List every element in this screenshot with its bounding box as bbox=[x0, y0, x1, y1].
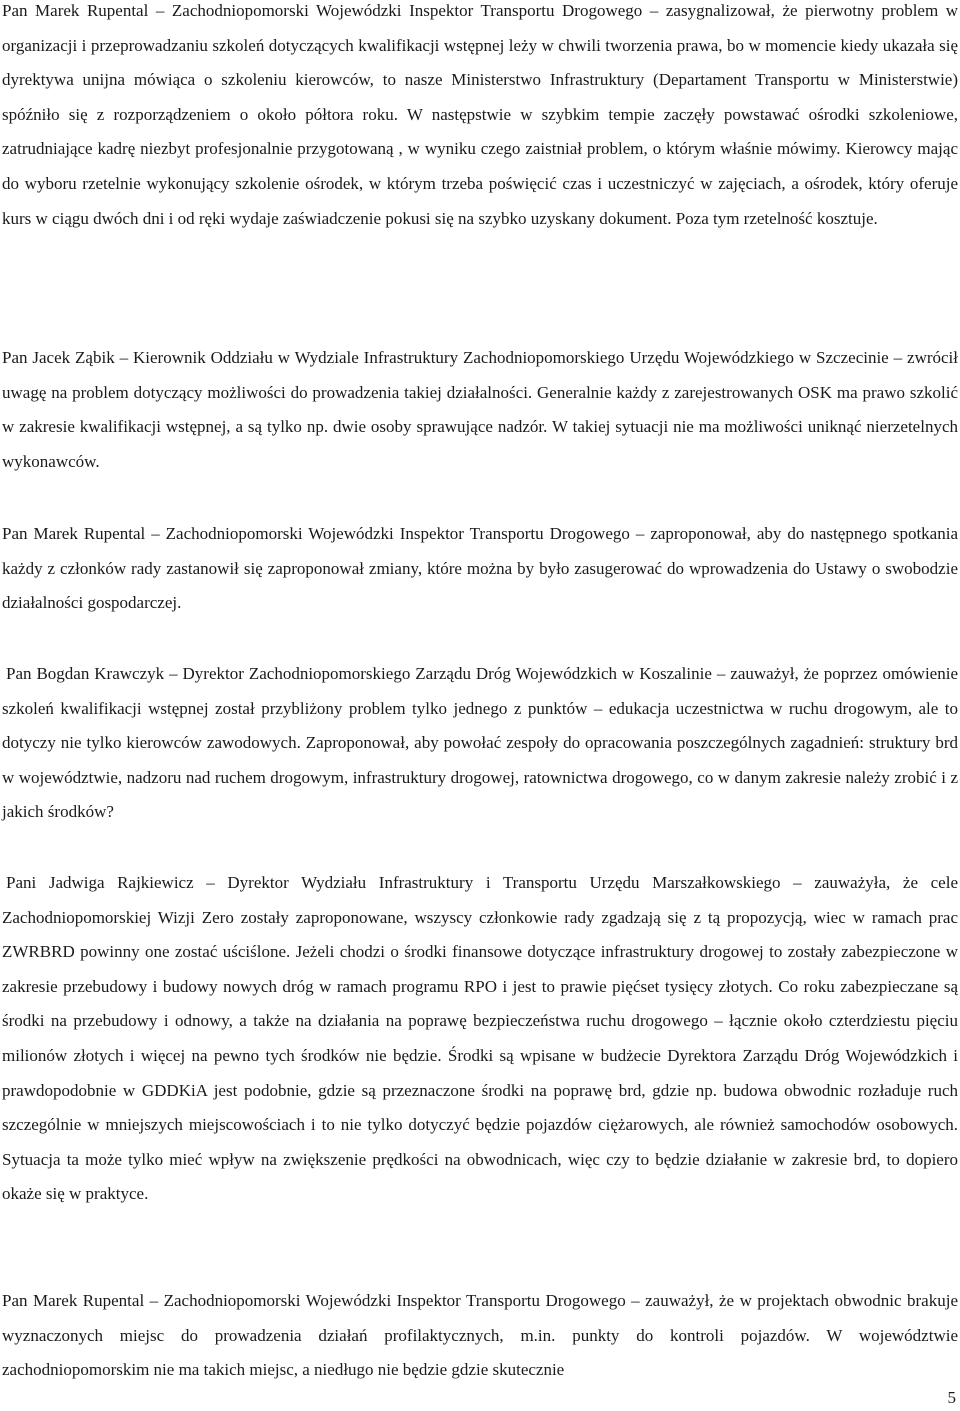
paragraph-rupental-2: Pan Marek Rupental – Zachodniopomorski Wojewódzki Inspektor Transportu Drogowego – zaproponował, aby do następnego spotkania każdy z członków rady zastanowił się zaproponował zmiany, które można by było zasugerować do wprowadzenia do Ustawy o swobodzie działalności gospodarczej. bbox=[2, 524, 958, 613]
paragraph-rupental-1: Pan Marek Rupental – Zachodniopomorski Wojewódzki Inspektor Transportu Drogowego – zasygnalizował, że pierwotny problem w organizacji i przeprowadzaniu szkoleń dotyczących kwalifikacji wstępnej leży w chwili tworzenia prawa, bo w momencie kiedy ukazała się dyrektywa unijna mówiąca o szkoleniu kierowców, to nasze Ministerstwo Infrastruktury (Departament Transportu w Ministerstwie) spóźniło się z rozporządzeniem o około półtora roku. W następstwie w szybkim tempie zaczęły powstawać ośrodki szkoleniowe, zatrudniające kadrę niezbyt profesjonalnie przygotowaną , w wyniku czego zaistniał problem, o którym właśnie mówimy. Kierowcy mając do wyboru rzetelnie wykonujący szkolenie ośrodek, w którym trzeba poświęcić czas i uczestniczyć w zajęciach, a ośrodek, który oferuje kurs w ciągu dwóch dni i od ręki wydaje zaświadczenie pokusi się na szybko uzyskany dokument. Poza tym rzetelność kosztuje. bbox=[2, 1, 958, 228]
paragraph-zabik: Pan Jacek Ząbik – Kierownik Oddziału w Wydziale Infrastruktury Zachodniopomorskiego Urzędu Wojewódzkiego w Szczecinie – zwrócił uwagę na problem dotyczący możliwości do prowadzenia takiej działalności. Generalnie każdy z zarejestrowanych OSK ma prawo szkolić w zakresie kwalifikacji wstępnej, a są tylko np. dwie osoby sprawujące nadzór. W takiej sytuacji nie ma możliwości uniknąć nierzetelnych wykonawców. bbox=[2, 348, 958, 471]
paragraph-rajkiewicz: Pani Jadwiga Rajkiewicz – Dyrektor Wydziału Infrastruktury i Transportu Urzędu Marszałkowskiego – zauważyła, że cele Zachodniopomorskiej Wizji Zero zostały zaproponowane, wszyscy członkowie rady zgadzają się z tą propozycją, wiec w ramach prac ZWRBRD powinny one zostać uściślone. Jeżeli chodzi o środki finansowe dotyczące infrastruktury drogowej to zostały zabezpieczone w zakresie przebudowy i budowy nowych dróg w ramach programu RPO i jest to prawie pięćset tysięcy złotych. Co roku zabezpieczane są środki na przebudowy i odnowy, a także na działania na poprawę bezpieczeństwa ruchu drogowego – łącznie około czterdziestu pięciu milionów złotych i więcej na pewno tych środków nie będzie. Środki są wpisane w budżecie Dyrektora Zarządu Dróg Wojewódzkich i prawdopodobnie w GDDKiA jest podobnie, gdzie są przeznaczone środki na poprawę brd, gdzie np. budowa obwodnic rozładuje ruch szczególnie w mniejszych miejscowościach i to nie tylko dotyczyć będzie pojazdów ciężarowych, ale również samochodów osobowych. Sytuacja ta może tylko mieć wpływ na zwiększenie prędkości na obwodnicach, więc czy to będzie działanie w zakresie brd, to dopiero okaże się w praktyce. bbox=[2, 873, 958, 1204]
paragraph-rupental-3: Pan Marek Rupental – Zachodniopomorski Wojewódzki Inspektor Transportu Drogowego – zauważył, że w projektach obwodnic brakuje wyznaczonych miejsc do prowadzenia działań profilaktycznych, m.in. punkty do kontroli pojazdów. W województwie zachodniopomorskim nie ma takich miejsc, a niedługo nie będzie gdzie skutecznie bbox=[2, 1291, 958, 1380]
page-number: 5 bbox=[947, 1388, 956, 1407]
paragraph-krawczyk: Pan Bogdan Krawczyk – Dyrektor Zachodniopomorskiego Zarządu Dróg Wojewódzkich w Koszalinie – zauważył, że poprzez omówienie szkoleń kwalifikacji wstępnej został przybliżony problem tylko jednego z punktów – edukacja uczestnictwa w ruchu drogowym, ale to dotyczy nie tylko kierowców zawodowych. Zaproponował, aby powołać zespoły do opracowania poszczególnych zagadnień: struktury brd w województwie, nadzoru nad ruchem drogowym, infrastruktury drogowej, ratownictwa drogowego, co w danym zakresie należy zrobić i z jakich środków? bbox=[2, 664, 958, 822]
